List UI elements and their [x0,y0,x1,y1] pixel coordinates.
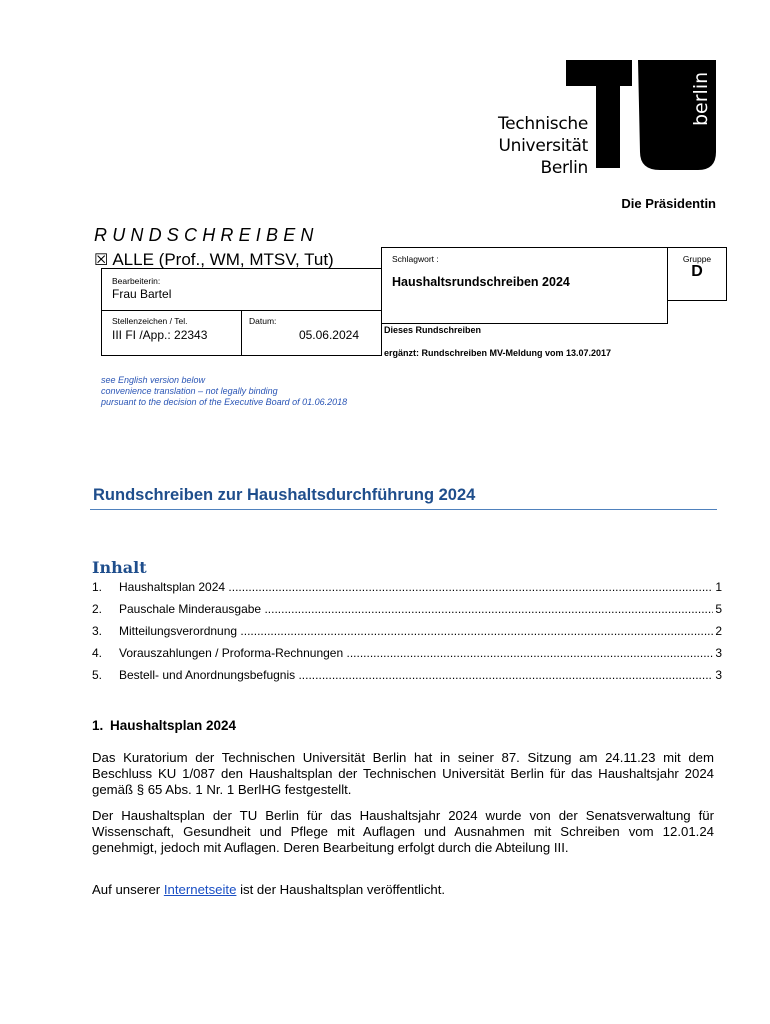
toc-page: 3 [715,646,722,660]
stellenzeichen-value: III FI /App.: 22343 [112,328,208,342]
schlagwort-label: Schlagwort : [392,254,439,264]
bearbeiterin-box [101,268,382,311]
recipient-text: ALLE (Prof., WM, MTSV, Tut) [112,250,334,269]
toc-label: Mitteilungsverordnung ..... [119,624,719,638]
gruppe-label: Gruppe [682,254,712,264]
stellenzeichen-label: Stellenzeichen / Tel. [112,316,188,326]
english-note-line-3: pursuant to the decision of the Executive Board of 01.06.2018 [101,397,348,407]
recipient-line [94,250,334,270]
dieses-rundschreiben: Dieses Rundschreiben [384,325,482,335]
toc-page: 3 [715,668,722,682]
section-1-paragraph-1: Das Kuratorium der Technischen Universität Berlin hat in seiner 87. Sitzung am 24.11.23 mit dem Beschluss KU 1/087 den Haushaltsplan der Technischen Universität Berlin für das Haushaltsjahr 2024 gemäß § 65 Abs. 1 Nr. 1 BerlHG festgestellt. [92,750,714,797]
english-version-note [101,375,347,408]
paragraph-3-after-link: ist der Haushaltsplan veröffentlicht. [236,882,446,897]
document-type: RUNDSCHREIBEN [94,225,319,245]
toc-label: Bestell- und Anordnungsbefugnis ..... [119,668,719,682]
toc-label: Pauschale Minderausgabe ..... [119,602,719,616]
toc-number: 3. [92,624,103,638]
datum-label: Datum: [249,316,277,326]
logo-line-1: Technische [497,114,588,134]
tu-berlin-logo-icon [562,56,722,174]
english-note-line-1: see English version below [101,375,206,385]
gruppe-box [667,247,727,301]
schlagwort-value: Haushaltsrundschreiben 2024 [392,275,570,289]
datum-box [241,310,382,356]
sender-title: Die Präsidentin [621,196,716,211]
toc-page: 5 [715,602,722,616]
datum-value: 05.06.2024 [298,328,359,342]
checked-box-icon: ☒ [94,252,109,269]
logo-line-3: Berlin [540,158,588,178]
logo-mark-text: berlin [690,71,712,126]
toc-number: 5. [92,668,103,682]
section-1-paragraph-3 [92,882,714,898]
bearbeiterin-value: Frau Bartel [112,287,172,301]
logo-line-2: Universität [498,136,588,156]
toc-number: 4. [92,646,103,660]
stellenzeichen-box [101,310,242,356]
toc-heading: Inhalt [92,558,147,577]
page-title: Rundschreiben zur Haushaltsdurchführung 2024 [93,486,476,504]
internetseite-link[interactable]: Internetseite [163,882,237,897]
gruppe-value: D [691,263,703,280]
english-note-line-2: convenience translation – not legally binding [101,386,278,396]
section-1-heading: 1. Haushaltsplan 2024 [92,718,237,733]
table-of-contents [92,580,722,690]
toc-number: 1. [92,580,103,594]
ergaenzt-note: ergänzt: Rundschreiben MV-Meldung vom 13.07.2017 [384,348,612,358]
paragraph-3-before-link: Auf unserer [92,882,164,897]
bearbeiterin-label: Bearbeiterin: [112,276,161,286]
toc-label: Haushaltsplan 2024 ..... [119,580,719,594]
toc-label: Vorauszahlungen / Proforma-Rechnungen ..... [119,646,719,660]
toc-page: 2 [715,624,722,638]
schlagwort-box [381,247,668,324]
title-underline [90,509,717,510]
toc-number: 2. [92,602,103,616]
section-1-paragraph-2: Der Haushaltsplan der TU Berlin für das Haushaltsjahr 2024 wurde von der Senatsverwaltung für Wissenschaft, Gesundheit und Pflege mit Auflagen und Ausnahmen mit Schreiben vom 12.01.24 genehmigt, jedoch mit Auflagen. Deren Bearbeitung erfolgt durch die Abteilung III. [92,808,714,855]
toc-page: 1 [715,580,722,594]
